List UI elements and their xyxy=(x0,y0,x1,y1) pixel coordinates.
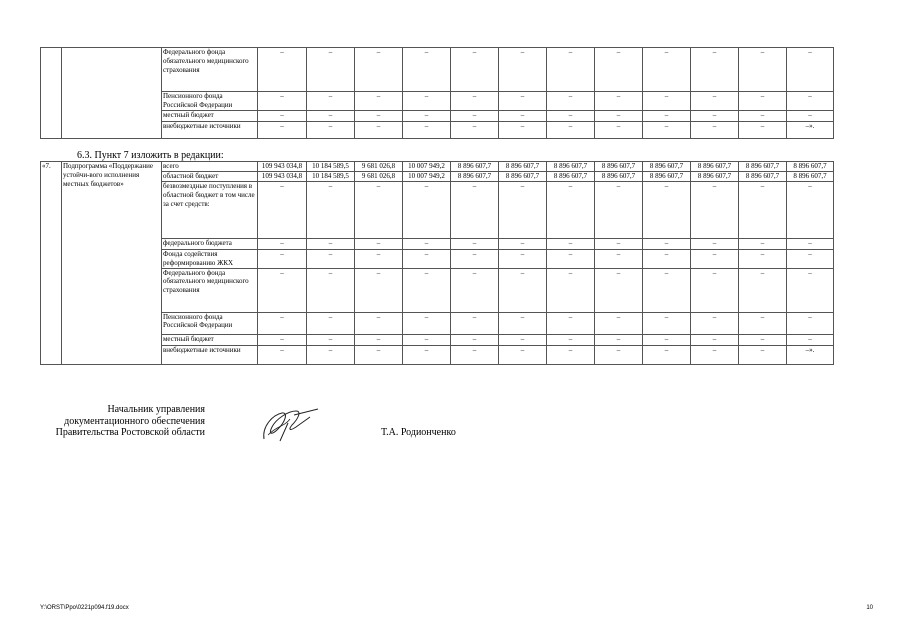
value-cell: – xyxy=(691,268,739,312)
value-cell: – xyxy=(451,345,499,364)
value-cell: – xyxy=(739,48,787,92)
value-cell: – xyxy=(355,182,403,239)
value-cell: – xyxy=(307,334,355,345)
value-cell: – xyxy=(355,111,403,122)
value-cell: – xyxy=(739,345,787,364)
value-cell: 109 943 034,8 xyxy=(258,172,307,182)
value-cell: – xyxy=(403,239,451,250)
value-cell: 10 184 589,5 xyxy=(307,172,355,182)
funding-source-cell: Фонда содействия реформированию ЖКХ xyxy=(162,250,258,269)
budget-table-item-7 xyxy=(40,161,834,365)
program-name-cell: Подпрограмма «Поддержание устойчи-вого исполнения местных бюджетов» xyxy=(62,162,162,365)
value-cell: – xyxy=(643,182,691,239)
value-cell: – xyxy=(307,312,355,334)
value-cell: – xyxy=(643,345,691,364)
value-cell: – xyxy=(691,250,739,269)
value-cell: – xyxy=(691,345,739,364)
value-cell: – xyxy=(595,122,643,139)
value-cell: – xyxy=(595,345,643,364)
value-cell: 8 896 607,7 xyxy=(547,172,595,182)
value-cell: – xyxy=(595,250,643,269)
value-cell: – xyxy=(547,268,595,312)
value-cell: 8 896 607,7 xyxy=(595,162,643,172)
funding-source-cell: федерального бюджета xyxy=(162,239,258,250)
value-cell: – xyxy=(739,239,787,250)
value-cell: – xyxy=(307,345,355,364)
value-cell: – xyxy=(595,92,643,111)
signatory-title-line: Начальник управления xyxy=(107,404,205,415)
value-cell: – xyxy=(451,250,499,269)
value-cell: – xyxy=(499,312,547,334)
value-cell: – xyxy=(499,345,547,364)
value-cell: – xyxy=(355,122,403,139)
value-cell: – xyxy=(499,92,547,111)
value-cell: – xyxy=(787,239,834,250)
value-cell: – xyxy=(547,312,595,334)
value-cell: – xyxy=(643,312,691,334)
value-cell: – xyxy=(595,239,643,250)
value-cell: 8 896 607,7 xyxy=(547,162,595,172)
value-cell: – xyxy=(403,345,451,364)
value-cell: 8 896 607,7 xyxy=(739,172,787,182)
value-cell: – xyxy=(403,111,451,122)
program-name-cell xyxy=(62,48,162,139)
value-cell: – xyxy=(595,182,643,239)
value-cell: – xyxy=(307,48,355,92)
value-cell: 109 943 034,8 xyxy=(258,162,307,172)
value-cell: – xyxy=(258,268,307,312)
value-cell: – xyxy=(307,182,355,239)
value-cell: – xyxy=(355,239,403,250)
signatory-title-line: Правительства Ростовской области xyxy=(55,427,205,438)
value-cell: – xyxy=(499,48,547,92)
value-cell: – xyxy=(691,92,739,111)
value-cell: – xyxy=(403,250,451,269)
value-cell: – xyxy=(595,268,643,312)
value-cell: – xyxy=(403,92,451,111)
value-cell: – xyxy=(258,312,307,334)
value-cell: – xyxy=(787,312,834,334)
value-cell: – xyxy=(691,239,739,250)
value-cell: 8 896 607,7 xyxy=(787,172,834,182)
funding-source-cell: Федерального фонда обязательного медицинского страхования xyxy=(162,48,258,92)
value-cell: – xyxy=(595,334,643,345)
value-cell: – xyxy=(258,345,307,364)
value-cell: – xyxy=(547,182,595,239)
value-cell: – xyxy=(691,312,739,334)
value-cell: 10 007 949,2 xyxy=(403,172,451,182)
value-cell: – xyxy=(691,48,739,92)
value-cell: – xyxy=(451,334,499,345)
value-cell: 8 896 607,7 xyxy=(451,172,499,182)
value-cell: – xyxy=(739,312,787,334)
value-cell: – xyxy=(403,48,451,92)
value-cell: 8 896 607,7 xyxy=(739,162,787,172)
value-cell: – xyxy=(547,250,595,269)
value-cell: – xyxy=(547,111,595,122)
value-cell: – xyxy=(258,182,307,239)
value-cell: – xyxy=(787,268,834,312)
value-cell: – xyxy=(451,122,499,139)
value-cell: – xyxy=(355,312,403,334)
value-cell: 8 896 607,7 xyxy=(643,172,691,182)
value-cell: – xyxy=(451,268,499,312)
value-cell: – xyxy=(307,250,355,269)
value-cell: 9 681 026,8 xyxy=(355,172,403,182)
value-cell: – xyxy=(643,48,691,92)
value-cell: – xyxy=(739,111,787,122)
value-cell: – xyxy=(307,122,355,139)
value-cell: – xyxy=(595,312,643,334)
value-cell: – xyxy=(451,111,499,122)
value-cell: – xyxy=(499,122,547,139)
value-cell: – xyxy=(787,250,834,269)
value-cell: – xyxy=(739,182,787,239)
value-cell: 8 896 607,7 xyxy=(691,172,739,182)
value-cell: – xyxy=(787,111,834,122)
value-cell: – xyxy=(355,334,403,345)
value-cell: – xyxy=(739,250,787,269)
signatory-title-line: документационного обеспечения xyxy=(64,415,205,427)
value-cell: – xyxy=(451,92,499,111)
value-cell: – xyxy=(787,92,834,111)
value-cell: – xyxy=(643,111,691,122)
value-cell: 8 896 607,7 xyxy=(787,162,834,172)
value-cell: – xyxy=(787,182,834,239)
value-cell: – xyxy=(451,239,499,250)
value-cell: – xyxy=(355,250,403,269)
value-cell: – xyxy=(739,122,787,139)
value-cell: –». xyxy=(787,122,834,139)
value-cell: – xyxy=(499,239,547,250)
value-cell: – xyxy=(595,48,643,92)
value-cell: 8 896 607,7 xyxy=(451,162,499,172)
value-cell: – xyxy=(307,92,355,111)
funding-source-cell: внебюджетные источники xyxy=(162,345,258,364)
value-cell: – xyxy=(739,334,787,345)
value-cell: – xyxy=(547,345,595,364)
value-cell: – xyxy=(643,268,691,312)
value-cell: 10 007 949,2 xyxy=(403,162,451,172)
table-row xyxy=(41,162,834,172)
value-cell: – xyxy=(403,182,451,239)
value-cell: – xyxy=(307,239,355,250)
value-cell: – xyxy=(307,268,355,312)
value-cell: – xyxy=(691,111,739,122)
value-cell: – xyxy=(258,48,307,92)
value-cell: – xyxy=(258,92,307,111)
value-cell: 8 896 607,7 xyxy=(499,162,547,172)
value-cell: – xyxy=(643,92,691,111)
value-cell: – xyxy=(739,268,787,312)
value-cell: – xyxy=(403,122,451,139)
value-cell: – xyxy=(355,48,403,92)
value-cell: – xyxy=(499,250,547,269)
value-cell: – xyxy=(258,250,307,269)
value-cell: – xyxy=(547,92,595,111)
funding-source-cell: внебюджетные источники xyxy=(162,122,258,139)
value-cell: – xyxy=(403,268,451,312)
value-cell: – xyxy=(403,334,451,345)
funding-source-cell: безвозмездные поступления в областной бюджет в том числе за счет средств: xyxy=(162,182,258,239)
funding-source-cell: Пенсионного фонда Российской Федерации xyxy=(162,92,258,111)
value-cell: – xyxy=(355,268,403,312)
value-cell: – xyxy=(691,182,739,239)
value-cell: 9 681 026,8 xyxy=(355,162,403,172)
value-cell: 8 896 607,7 xyxy=(691,162,739,172)
value-cell: – xyxy=(643,334,691,345)
value-cell: – xyxy=(403,312,451,334)
value-cell: – xyxy=(691,334,739,345)
signatory-title xyxy=(40,404,205,439)
section-heading: 6.3. Пункт 7 изложить в редакции: xyxy=(77,150,224,161)
value-cell: 8 896 607,7 xyxy=(595,172,643,182)
value-cell: – xyxy=(307,111,355,122)
funding-source-cell: Федерального фонда обязательного медицинского страхования xyxy=(162,268,258,312)
handwritten-signature xyxy=(258,405,324,445)
value-cell: – xyxy=(787,334,834,345)
value-cell: – xyxy=(739,92,787,111)
item-number-cell xyxy=(41,48,62,139)
value-cell: – xyxy=(499,111,547,122)
value-cell: – xyxy=(643,239,691,250)
value-cell: – xyxy=(595,111,643,122)
value-cell: – xyxy=(547,239,595,250)
value-cell: – xyxy=(451,48,499,92)
funding-source-cell: местный бюджет xyxy=(162,111,258,122)
value-cell: – xyxy=(258,122,307,139)
value-cell: – xyxy=(643,122,691,139)
value-cell: – xyxy=(547,48,595,92)
value-cell: – xyxy=(451,312,499,334)
value-cell: –». xyxy=(787,345,834,364)
funding-source-cell: Пенсионного фонда Российской Федерации xyxy=(162,312,258,334)
item-number-cell: «7. xyxy=(41,162,62,365)
value-cell: 8 896 607,7 xyxy=(499,172,547,182)
funding-source-cell: всего xyxy=(162,162,258,172)
value-cell: 8 896 607,7 xyxy=(643,162,691,172)
signatory-name: Т.А. Родионченко xyxy=(381,427,456,438)
value-cell: – xyxy=(547,122,595,139)
value-cell: – xyxy=(258,111,307,122)
funding-source-cell: местный бюджет xyxy=(162,334,258,345)
value-cell: – xyxy=(499,334,547,345)
page-number: 10 xyxy=(866,605,873,611)
value-cell: – xyxy=(499,268,547,312)
table-row xyxy=(41,48,834,92)
funding-source-cell: областной бюджет xyxy=(162,172,258,182)
value-cell: – xyxy=(787,48,834,92)
value-cell: – xyxy=(355,345,403,364)
value-cell: – xyxy=(355,92,403,111)
value-cell: 10 184 589,5 xyxy=(307,162,355,172)
value-cell: – xyxy=(258,334,307,345)
value-cell: – xyxy=(451,182,499,239)
value-cell: – xyxy=(643,250,691,269)
budget-table-continuation xyxy=(40,47,834,139)
value-cell: – xyxy=(499,182,547,239)
value-cell: – xyxy=(691,122,739,139)
value-cell: – xyxy=(547,334,595,345)
file-path: Y:\ORST\Ppo\0221p094.f19.docx xyxy=(40,605,129,611)
value-cell: – xyxy=(258,239,307,250)
